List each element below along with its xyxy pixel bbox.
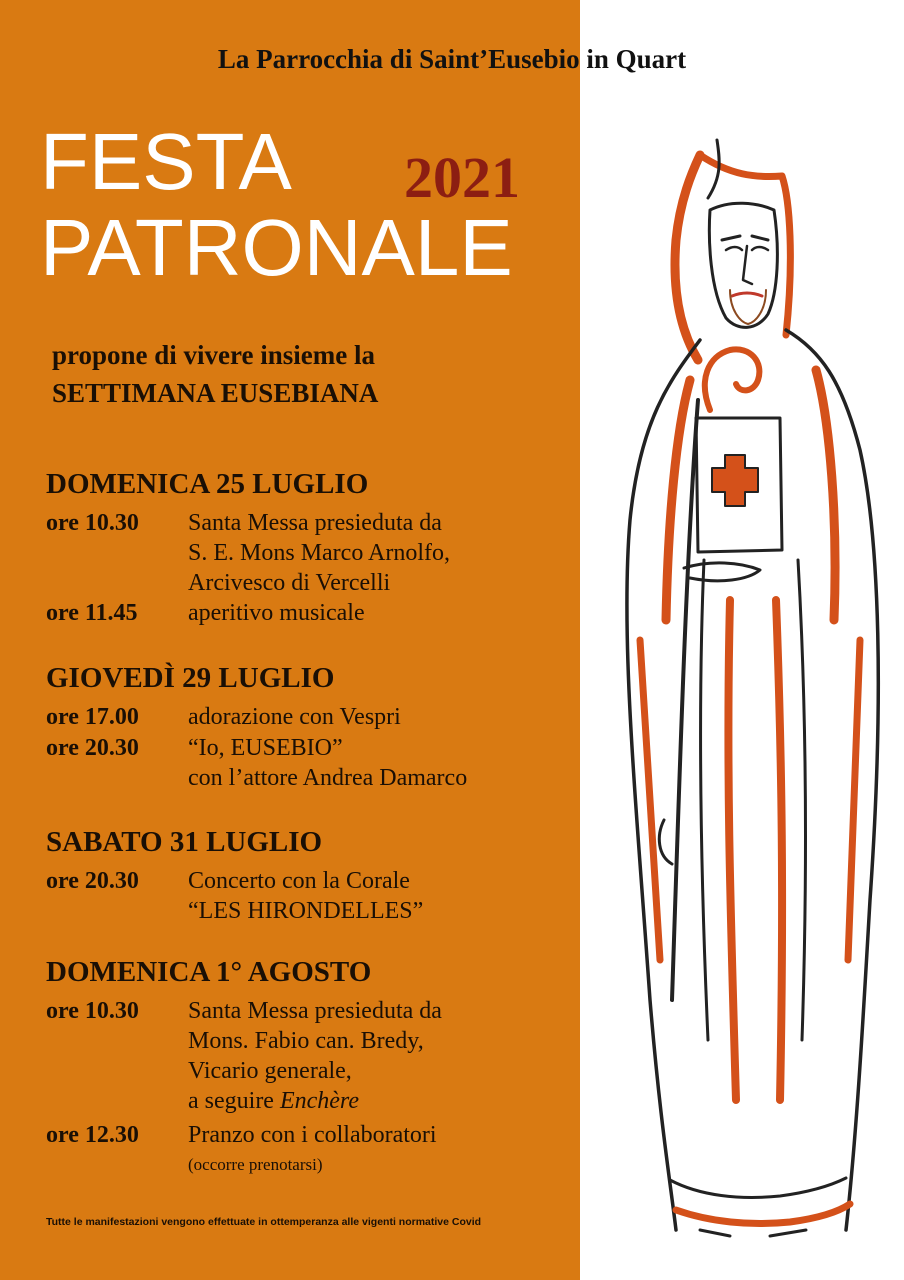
event-line: aperitivo musicale: [188, 600, 365, 626]
year: 2021: [404, 145, 520, 210]
event-row: [46, 702, 401, 732]
event-row: [46, 733, 467, 793]
event-line: adorazione con Vespri: [188, 704, 401, 730]
event-time: ore 10.30: [46, 510, 139, 536]
event-line: Santa Messa presieduta da: [188, 998, 442, 1024]
event-line: con l’attore Andrea Damarco: [188, 765, 468, 791]
event-line: Concerto con la Corale: [188, 868, 410, 894]
event-description: [188, 508, 450, 598]
event-description: [188, 996, 442, 1116]
event-line: “LES HIRONDELLES”: [188, 898, 424, 924]
event-row: [46, 508, 450, 598]
event-line: Mons. Fabio can. Bredy,: [188, 1028, 424, 1054]
title-line-patronale: PATRONALE: [40, 203, 513, 292]
intro-text: [52, 336, 378, 412]
event-description: [188, 598, 365, 628]
event-line: Pranzo con i collaboratori: [188, 1122, 437, 1148]
title-line-festa: FESTA: [40, 117, 292, 206]
enchere-text: Enchère: [279, 1088, 360, 1114]
day-title: DOMENICA 1° AGOSTO: [46, 956, 372, 988]
event-time: ore 12.30: [46, 1122, 139, 1148]
event-line: Arcivesco di Vercelli: [188, 570, 391, 596]
event-row: [46, 598, 365, 628]
event-description: [188, 866, 423, 926]
event-time: ore 20.30: [46, 868, 139, 894]
event-line: [188, 1086, 442, 1116]
intro-line-2: SETTIMANA EUSEBIANA: [52, 378, 379, 408]
covid-footer-note: Tutte le manifestazioni vengono effettuate in ottemperanza alle vigenti normative Covid: [46, 1216, 482, 1228]
event-description: [188, 702, 401, 732]
event-line: S. E. Mons Marco Arnolfo,: [188, 540, 450, 566]
event-description: [188, 733, 467, 793]
event-description: [188, 1120, 437, 1180]
event-time: ore 17.00: [46, 704, 139, 730]
saint-eusebius-figure-icon: [580, 0, 904, 1280]
event-row: [46, 996, 442, 1116]
day-title: DOMENICA 25 LUGLIO: [46, 468, 369, 500]
event-row: [46, 866, 423, 926]
event-line-text: a seguire: [188, 1088, 274, 1114]
event-time: ore 11.45: [46, 600, 138, 626]
event-time: ore 10.30: [46, 998, 139, 1024]
day-title: GIOVEDÌ 29 LUGLIO: [46, 662, 335, 694]
event-line: Vicario generale,: [188, 1058, 352, 1084]
event-line: Santa Messa presieduta da: [188, 510, 442, 536]
event-row: [46, 1120, 437, 1180]
event-line: “Io, EUSEBIO”: [188, 735, 343, 761]
intro-line-1: propone di vivere insieme la: [52, 340, 375, 370]
parish-name: La Parrocchia di Saint’Eusebio in Quart: [217, 44, 687, 74]
event-note: (occorre prenotarsi): [188, 1155, 323, 1174]
event-time: ore 20.30: [46, 735, 139, 761]
day-title: SABATO 31 LUGLIO: [46, 826, 323, 858]
